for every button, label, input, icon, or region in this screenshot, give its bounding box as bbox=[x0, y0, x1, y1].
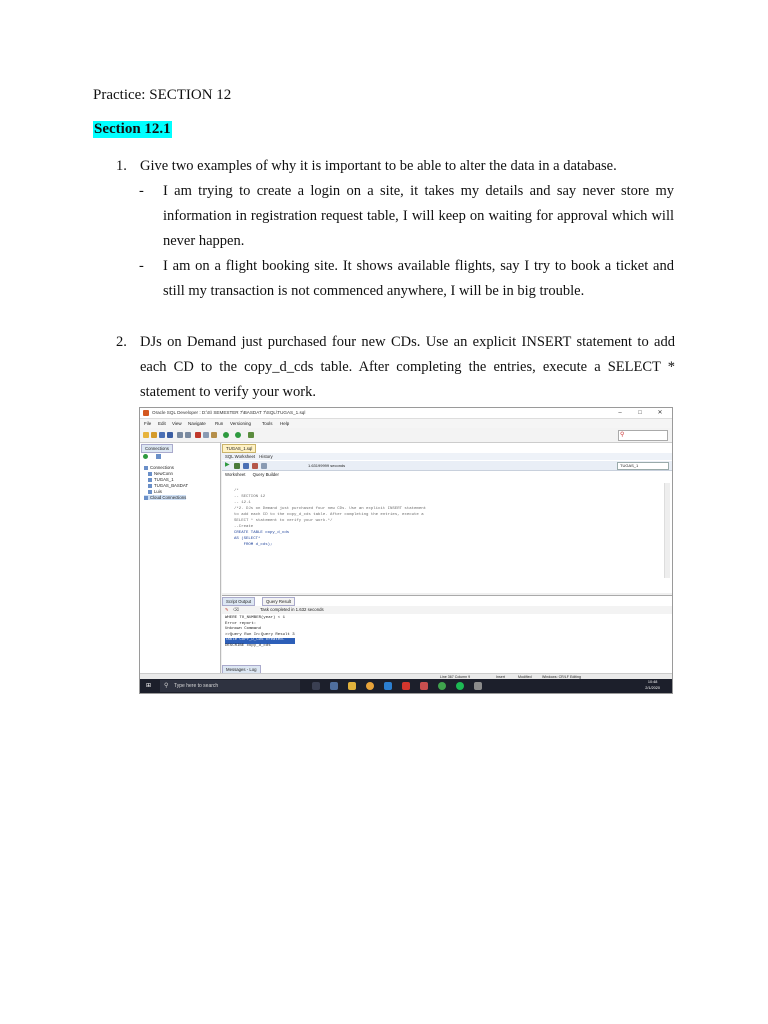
save-icon[interactable] bbox=[159, 432, 165, 438]
tab-query-builder[interactable]: Query Builder bbox=[252, 472, 279, 477]
editor-toolbar bbox=[222, 461, 672, 471]
app-icon[interactable] bbox=[420, 682, 428, 690]
menu-file[interactable]: File bbox=[144, 421, 152, 426]
window-titlebar bbox=[140, 408, 672, 419]
database-icon bbox=[148, 484, 152, 488]
output-toolbar bbox=[222, 606, 672, 614]
question-text: Give two examples of why it is important to be able to alter the data in a database. bbox=[140, 158, 617, 174]
tree-item[interactable]: NewConn bbox=[148, 471, 173, 476]
app-icon[interactable] bbox=[384, 682, 392, 690]
maximize-icon[interactable]: □ bbox=[638, 410, 642, 416]
pdf-icon[interactable] bbox=[402, 682, 410, 690]
tab-script-output[interactable]: Script Output bbox=[222, 597, 255, 606]
bullet-text: I am trying to create a login on a site, it takes my details and say never store my information in registration request table, I will keep on waiting for approval which will never happen. bbox=[163, 183, 674, 249]
tree-item[interactable]: TUGAS_1 bbox=[148, 477, 174, 482]
tab-worksheet[interactable]: Worksheet bbox=[225, 472, 246, 477]
menu-run[interactable]: Run bbox=[215, 421, 224, 426]
sql-developer-icon[interactable] bbox=[474, 682, 482, 690]
database-icon bbox=[148, 490, 152, 494]
worksheet-tabs bbox=[222, 471, 279, 478]
taskbar-clock[interactable]: 10:48 2/1/2020 bbox=[645, 680, 660, 690]
task-view-icon[interactable] bbox=[312, 682, 320, 690]
messages-log-tab[interactable]: Messages - Log bbox=[222, 665, 261, 674]
cloud-icon bbox=[144, 496, 148, 500]
search-icon: ⚲ bbox=[620, 432, 625, 438]
vertical-scrollbar[interactable] bbox=[664, 483, 670, 578]
cut-icon[interactable] bbox=[195, 432, 201, 438]
clear-icon[interactable]: ⌫ bbox=[232, 607, 239, 612]
close-icon[interactable]: ✕ bbox=[657, 410, 663, 416]
menubar bbox=[140, 419, 672, 428]
menu-help[interactable]: Help bbox=[280, 421, 290, 426]
database-icon bbox=[148, 472, 152, 476]
run-icon[interactable]: ▶ bbox=[225, 462, 230, 468]
tree-item[interactable]: TUGAS_BASDAT bbox=[148, 483, 188, 488]
explain-icon[interactable] bbox=[261, 463, 267, 469]
bullet-dash: - bbox=[139, 258, 144, 274]
back-icon[interactable] bbox=[223, 432, 229, 438]
bullet-text: I am on a flight booking site. It shows available flights, say I try to book a ticket and still my transaction is not commenced anywhere, I will be in big trouble. bbox=[163, 258, 674, 299]
connections-tab[interactable]: Connections bbox=[141, 444, 173, 453]
menu-versioning[interactable]: Versioning bbox=[230, 421, 252, 426]
tree-item[interactable]: Connections bbox=[144, 465, 174, 470]
code-editor[interactable]: /* -- SECTION 12 -- 12.1 /*2. DJs on Demand just purchased four new CDs. Use an explicit INSERT statement to add each CD to the copy_d_cds table. After completing the entries, execute a SELECT * statement to verify your work.*/ --Create CREATE TABLE copy_d_cds AS (SELECT* FROM d_cds); bbox=[234, 489, 427, 547]
connections-panel bbox=[140, 443, 221, 673]
menu-edit[interactable]: Edit bbox=[158, 421, 166, 426]
save-all-icon[interactable] bbox=[167, 432, 173, 438]
paste-icon[interactable] bbox=[211, 432, 217, 438]
window-title: Oracle SQL Developer : D:\S\ SEMESTER 7\BASDAT 7\SQL\TUGAS_1.sql bbox=[152, 410, 306, 415]
exec-time: 1.63199999 seconds bbox=[308, 463, 346, 468]
camera-app-icon[interactable] bbox=[330, 682, 338, 690]
output-panel bbox=[222, 595, 672, 674]
editor-area bbox=[222, 443, 672, 593]
pin-icon[interactable]: ✎ bbox=[225, 607, 229, 612]
run-script-icon[interactable] bbox=[234, 463, 240, 469]
section-heading: Section 12.1 bbox=[94, 121, 171, 137]
menu-navigate[interactable]: Navigate bbox=[188, 421, 206, 426]
windows-taskbar bbox=[140, 679, 672, 693]
tab-query-result[interactable]: Query Result bbox=[262, 597, 295, 606]
app-icon[interactable] bbox=[438, 682, 446, 690]
folder-icon bbox=[144, 466, 148, 470]
search-icon: ⚲ bbox=[164, 683, 169, 689]
windows-start-icon[interactable]: ⊞ bbox=[146, 683, 152, 689]
cursor-position: Line 367 Column 9 bbox=[440, 675, 471, 679]
main-toolbar bbox=[140, 428, 672, 443]
open-icon[interactable] bbox=[151, 432, 157, 438]
database-icon bbox=[148, 478, 152, 482]
tab-history[interactable]: History bbox=[259, 454, 273, 459]
rollback-icon[interactable] bbox=[252, 463, 258, 469]
connection-select[interactable]: TUGAS_1 bbox=[617, 462, 669, 470]
filter-icon[interactable] bbox=[156, 454, 161, 459]
modified-status: Modified bbox=[518, 675, 532, 679]
question-text: DJs on Demand just purchased four new CDs. Use an explicit INSERT statement to add each CD to the copy_d_cds table. After completing the entries, execute a SELECT * statement to verify your work. bbox=[140, 334, 675, 400]
question-number: 2. bbox=[116, 334, 127, 350]
script-output-text: WHERE TO_NUMBER(year) < 1 Error report: Unknown Command >>Query Run In:Query Result 3 Table COPY_D_CDS created. DESCRIBE copy_d_cds bbox=[225, 616, 295, 648]
question-number: 1. bbox=[116, 158, 127, 174]
line-ending: Windows: CR/LF Editing bbox=[542, 675, 581, 679]
document-title: Practice: SECTION 12 bbox=[93, 87, 232, 103]
commit-icon[interactable] bbox=[243, 463, 249, 469]
new-icon[interactable] bbox=[143, 432, 149, 438]
taskbar-search[interactable]: ⚲ Type here to search bbox=[160, 680, 300, 692]
chrome-icon[interactable] bbox=[366, 682, 374, 690]
search-input[interactable] bbox=[618, 430, 668, 441]
minimize-icon[interactable]: – bbox=[618, 410, 622, 416]
file-tab[interactable]: TUGAS_1.sql bbox=[222, 444, 256, 453]
sql-icon[interactable] bbox=[248, 432, 254, 438]
tree-item[interactable]: Cloud Connections bbox=[144, 495, 186, 500]
redo-icon[interactable] bbox=[185, 432, 191, 438]
insert-mode: Insert bbox=[496, 675, 505, 679]
menu-tools[interactable]: Tools bbox=[262, 421, 273, 426]
task-message: Task completed in 1.632 seconds bbox=[260, 607, 324, 612]
add-connection-icon[interactable] bbox=[143, 454, 148, 459]
sql-developer-screenshot bbox=[139, 407, 673, 694]
spotify-icon[interactable] bbox=[456, 682, 464, 690]
tab-sql-worksheet[interactable]: SQL Worksheet bbox=[225, 454, 256, 459]
undo-icon[interactable] bbox=[177, 432, 183, 438]
menu-view[interactable]: View bbox=[172, 421, 182, 426]
forward-icon[interactable] bbox=[235, 432, 241, 438]
bullet-dash: - bbox=[139, 183, 144, 199]
tree-item[interactable]: Luis bbox=[148, 489, 162, 494]
app-icon bbox=[143, 410, 149, 416]
copy-icon[interactable] bbox=[203, 432, 209, 438]
worksheet-subtabs bbox=[222, 453, 672, 460]
explorer-icon[interactable] bbox=[348, 682, 356, 690]
